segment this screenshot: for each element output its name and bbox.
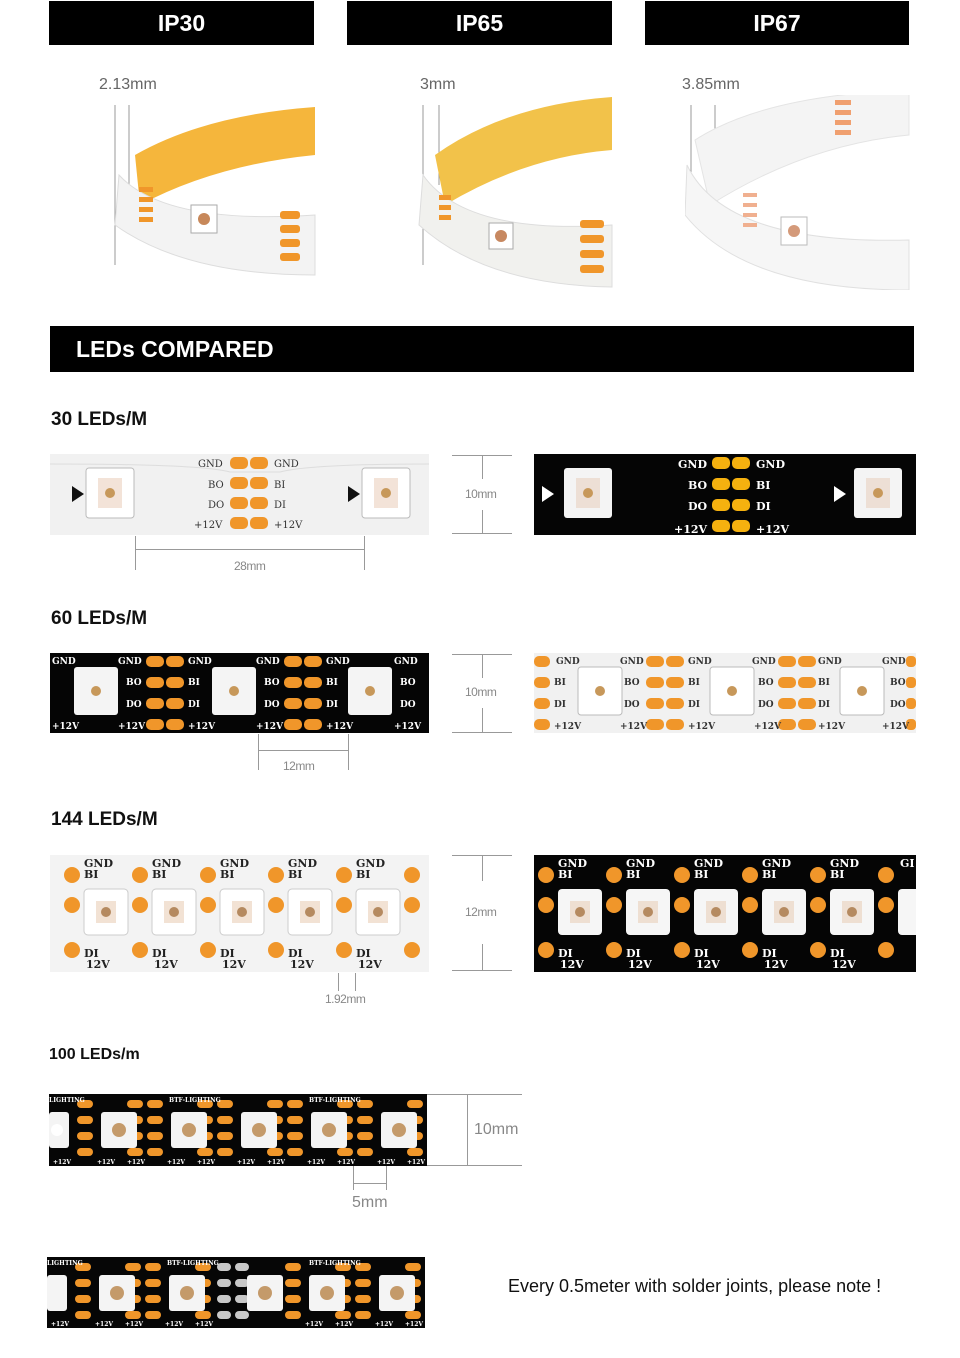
svg-text:+12V: +12V	[688, 722, 716, 732]
svg-text:GND: GND	[620, 657, 644, 667]
svg-text:DI: DI	[356, 947, 371, 960]
svg-text:BI: BI	[84, 868, 99, 881]
svg-text:12V: 12V	[154, 958, 178, 971]
svg-text:BO: BO	[758, 678, 774, 688]
svg-text:LIGHTING: LIGHTING	[49, 1097, 85, 1104]
row-heading-30: 30 LEDs/M	[51, 409, 148, 430]
width-label-30: 10mm	[465, 487, 497, 501]
svg-text:GND: GND	[52, 657, 76, 667]
svg-text:DO: DO	[688, 500, 708, 513]
svg-text:BO: BO	[264, 678, 280, 688]
row-heading-100: 100 LEDs/m	[49, 1046, 140, 1063]
svg-text:DI: DI	[694, 947, 709, 960]
svg-text:12V: 12V	[832, 958, 856, 971]
strip-30-black	[534, 454, 916, 535]
svg-text:GND: GND	[198, 459, 223, 470]
svg-text:DI: DI	[830, 947, 845, 960]
svg-text:GND: GND	[882, 657, 906, 667]
ip67-thickness: 3.85mm	[682, 76, 740, 93]
ip65-header	[347, 1, 612, 45]
width-arrow-bottom-60	[482, 708, 483, 732]
svg-text:DO: DO	[400, 700, 416, 710]
width-bottom-100	[427, 1165, 522, 1166]
svg-text:GND: GND	[556, 657, 580, 667]
svg-text:GND: GND	[694, 857, 723, 870]
svg-text:GND: GND	[818, 657, 842, 667]
svg-text:GND: GND	[688, 657, 712, 667]
svg-text:GI: GI	[900, 857, 915, 870]
svg-text:12V: 12V	[696, 958, 720, 971]
svg-text:+12V: +12V	[335, 1321, 354, 1328]
ip30-label: IP30	[157, 9, 206, 36]
svg-text:GND: GND	[762, 857, 791, 870]
svg-text:BI: BI	[188, 678, 200, 688]
svg-text:+12V: +12V	[554, 722, 582, 732]
svg-text:12V: 12V	[560, 958, 584, 971]
svg-text:GND: GND	[288, 857, 317, 870]
svg-text:BI: BI	[762, 868, 777, 881]
row-heading-144: 144 LEDs/M	[51, 809, 158, 830]
pitch-label-60: 12mm	[283, 759, 315, 773]
svg-text:LIGHTING: LIGHTING	[47, 1260, 83, 1267]
dim-line-30	[135, 549, 365, 550]
svg-text:+12V: +12V	[53, 1159, 72, 1166]
svg-text:BI: BI	[558, 868, 573, 881]
svg-text:GND: GND	[830, 857, 859, 870]
ip30-thickness: 2.13mm	[99, 76, 157, 93]
svg-text:+12V: +12V	[305, 1321, 324, 1328]
svg-text:BO: BO	[400, 678, 416, 688]
svg-text:+12V: +12V	[256, 722, 284, 732]
width-arrow-top-30	[482, 455, 483, 479]
svg-text:GND: GND	[84, 857, 113, 870]
width-label-144: 12mm	[465, 905, 497, 919]
svg-text:+12V: +12V	[405, 1321, 424, 1328]
pitch-label-144: 1.92mm	[325, 992, 366, 1006]
svg-text:BTF-LIGHTING: BTF-LIGHTING	[167, 1260, 219, 1267]
svg-text:BO: BO	[208, 480, 224, 491]
dim-tick-right-30	[364, 536, 365, 570]
svg-text:GND: GND	[256, 657, 280, 667]
svg-text:DI: DI	[326, 700, 339, 710]
svg-text:GND: GND	[220, 857, 249, 870]
dim-line-100	[353, 1183, 386, 1184]
svg-text:GND: GND	[356, 857, 385, 870]
svg-text:DI: DI	[220, 947, 235, 960]
svg-text:DI: DI	[756, 500, 771, 513]
width-bottom-60	[452, 732, 512, 733]
svg-text:BI: BI	[756, 479, 771, 492]
width-bottom-30	[452, 533, 512, 534]
svg-text:GND: GND	[752, 657, 776, 667]
svg-text:+12V: +12V	[754, 722, 782, 732]
svg-text:12V: 12V	[86, 958, 110, 971]
svg-text:DI: DI	[188, 700, 201, 710]
ip65-thickness: 3mm	[420, 76, 456, 93]
svg-text:DO: DO	[624, 700, 640, 710]
svg-text:+12V: +12V	[818, 722, 846, 732]
svg-text:12V: 12V	[222, 958, 246, 971]
svg-text:BI: BI	[830, 868, 845, 881]
svg-text:DO: DO	[758, 700, 774, 710]
svg-text:DI: DI	[288, 947, 303, 960]
svg-text:BTF-LIGHTING: BTF-LIGHTING	[309, 1260, 361, 1267]
svg-text:BTF-LIGHTING: BTF-LIGHTING	[169, 1097, 221, 1104]
svg-text:GND: GND	[394, 657, 418, 667]
svg-text:+12V: +12V	[375, 1321, 394, 1328]
dim-tick-left-144	[338, 973, 339, 991]
svg-text:+12V: +12V	[195, 1321, 214, 1328]
ip65-label: IP65	[455, 9, 504, 36]
svg-text:BI: BI	[554, 678, 566, 688]
svg-text:GND: GND	[274, 459, 299, 470]
width-label-100: 10mm	[474, 1121, 519, 1138]
svg-text:+12V: +12V	[95, 1321, 114, 1328]
strip-60-black	[50, 653, 429, 733]
svg-text:+12V: +12V	[377, 1159, 396, 1166]
leds-compared-header	[50, 326, 914, 372]
svg-text:+12V: +12V	[118, 722, 146, 732]
svg-text:+12V: +12V	[337, 1159, 356, 1166]
svg-text:+12V: +12V	[194, 520, 223, 531]
dim-tick-left-30	[135, 536, 136, 570]
width-arrow-bottom-30	[482, 510, 483, 533]
svg-text:DI: DI	[152, 947, 167, 960]
svg-text:BI: BI	[152, 868, 167, 881]
svg-text:GND: GND	[678, 458, 707, 471]
width-arrow-100	[467, 1094, 468, 1166]
svg-text:+12V: +12V	[165, 1321, 184, 1328]
ip30-strip-image	[105, 95, 317, 285]
svg-text:BI: BI	[274, 480, 286, 491]
svg-text:+12V: +12V	[620, 722, 648, 732]
dim-tick-left-100	[353, 1166, 354, 1190]
strip-144-white	[50, 855, 429, 972]
svg-text:GND: GND	[152, 857, 181, 870]
svg-text:BTF-LIGHTING: BTF-LIGHTING	[309, 1097, 361, 1104]
strip-100-solder-joint	[47, 1257, 425, 1328]
pitch-label-100: 5mm	[352, 1194, 388, 1211]
svg-text:DO: DO	[264, 700, 280, 710]
ip65-strip-image	[415, 95, 613, 290]
svg-text:BO: BO	[624, 678, 640, 688]
ip30-header	[49, 1, 314, 45]
width-label-60: 10mm	[465, 685, 497, 699]
svg-text:12V: 12V	[628, 958, 652, 971]
svg-text:+12V: +12V	[97, 1159, 116, 1166]
dim-tick-right-100	[386, 1166, 387, 1190]
svg-text:+12V: +12V	[237, 1159, 256, 1166]
dim-tick-right-60	[348, 734, 349, 770]
svg-text:+12V: +12V	[307, 1159, 326, 1166]
svg-text:BI: BI	[220, 868, 235, 881]
width-bottom-144	[452, 970, 512, 971]
solder-joint-note: Every 0.5meter with solder joints, please note !	[508, 1276, 882, 1296]
dim-tick-left-60	[258, 734, 259, 770]
svg-text:+12V: +12V	[127, 1159, 146, 1166]
svg-text:BI: BI	[288, 868, 303, 881]
svg-text:DI: DI	[818, 700, 831, 710]
svg-text:BO: BO	[688, 479, 708, 492]
ip67-header	[645, 1, 909, 45]
svg-text:+12V: +12V	[407, 1159, 426, 1166]
svg-text:+12V: +12V	[52, 722, 80, 732]
svg-text:+12V: +12V	[188, 722, 216, 732]
section-title: LEDs COMPARED	[76, 335, 274, 362]
strip-144-black	[534, 855, 916, 972]
svg-text:GND: GND	[188, 657, 212, 667]
svg-text:GND: GND	[626, 857, 655, 870]
svg-text:+12V: +12V	[125, 1321, 144, 1328]
pitch-label-30: 28mm	[234, 559, 266, 573]
svg-text:DI: DI	[762, 947, 777, 960]
svg-text:+12V: +12V	[51, 1321, 70, 1328]
svg-text:BI: BI	[356, 868, 371, 881]
svg-text:GND: GND	[118, 657, 142, 667]
svg-text:+12V: +12V	[674, 523, 708, 535]
svg-text:DO: DO	[208, 500, 225, 511]
svg-text:BI: BI	[694, 868, 709, 881]
svg-text:+12V: +12V	[274, 520, 303, 531]
strip-30-white	[50, 454, 429, 535]
svg-text:+12V: +12V	[326, 722, 354, 732]
svg-text:DI: DI	[84, 947, 99, 960]
svg-text:DI: DI	[626, 947, 641, 960]
svg-text:DI: DI	[558, 947, 573, 960]
svg-text:BI: BI	[626, 868, 641, 881]
svg-text:+12V: +12V	[167, 1159, 186, 1166]
width-top-100	[427, 1094, 522, 1095]
svg-text:GND: GND	[558, 857, 587, 870]
svg-text:DO: DO	[890, 700, 906, 710]
ip67-strip-image	[685, 95, 910, 290]
dim-line-60	[258, 750, 349, 751]
svg-text:BI: BI	[326, 678, 338, 688]
svg-text:BO: BO	[126, 678, 142, 688]
width-arrow-top-144	[482, 855, 483, 881]
svg-text:+12V: +12V	[394, 722, 422, 732]
svg-text:12V: 12V	[290, 958, 314, 971]
svg-text:DO: DO	[126, 700, 142, 710]
svg-text:GND: GND	[756, 458, 785, 471]
strip-100-black	[49, 1094, 427, 1166]
svg-text:12V: 12V	[764, 958, 788, 971]
width-arrow-top-60	[482, 654, 483, 678]
svg-text:DI: DI	[688, 700, 701, 710]
svg-text:DI: DI	[274, 500, 286, 511]
svg-text:+12V: +12V	[197, 1159, 216, 1166]
svg-text:+12V: +12V	[882, 722, 910, 732]
svg-text:DI: DI	[554, 700, 567, 710]
strip-60-white	[534, 653, 916, 733]
svg-text:12V: 12V	[358, 958, 382, 971]
ip67-label: IP67	[753, 9, 801, 36]
dim-tick-right-144	[355, 973, 356, 991]
width-arrow-bottom-144	[482, 944, 483, 970]
svg-text:BI: BI	[818, 678, 830, 688]
row-heading-60: 60 LEDs/M	[51, 608, 148, 629]
svg-text:+12V: +12V	[267, 1159, 286, 1166]
svg-text:BI: BI	[688, 678, 700, 688]
svg-text:BO: BO	[890, 678, 906, 688]
svg-text:+12V: +12V	[756, 523, 790, 535]
svg-text:GND: GND	[326, 657, 350, 667]
